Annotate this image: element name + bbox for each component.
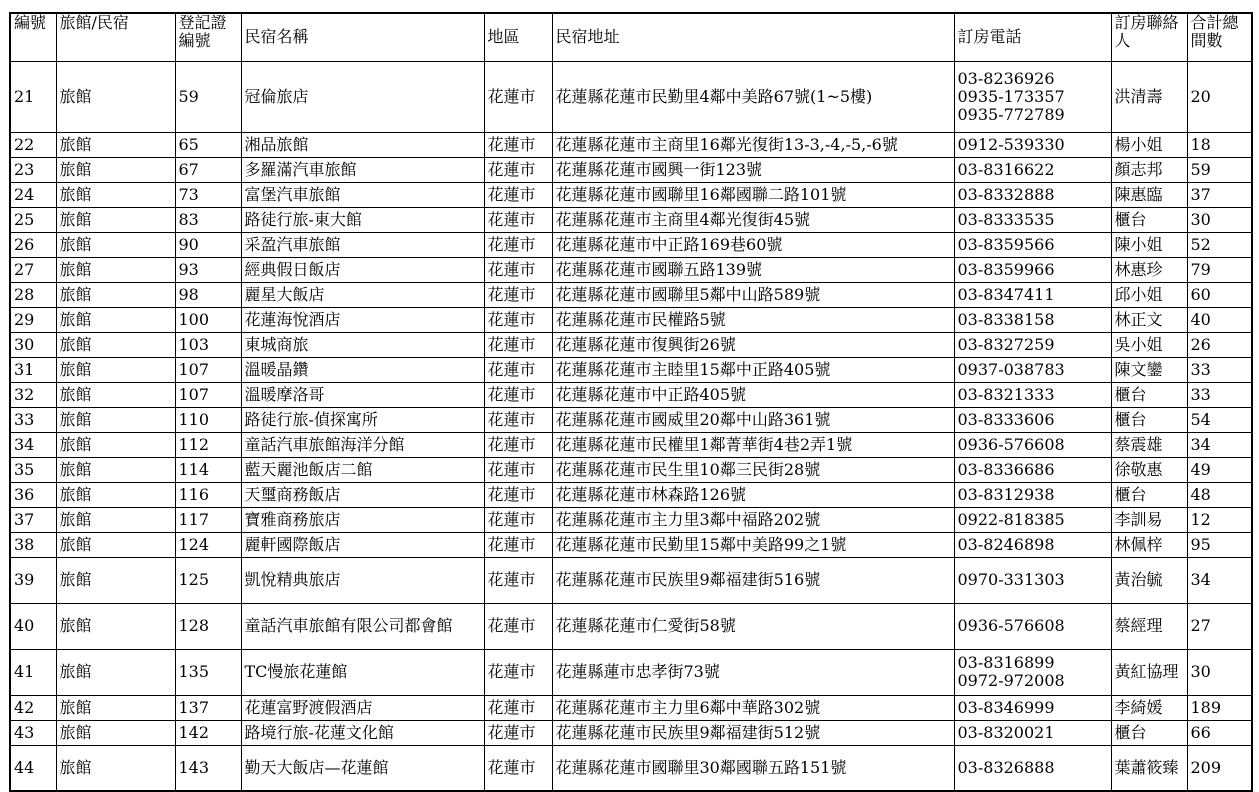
contact-cell: 林佩梓 xyxy=(1111,532,1187,557)
name-cell: 童話汽車旅館海洋分館 xyxy=(241,432,484,457)
header-address: 民宿地址 xyxy=(552,13,954,61)
district-cell: 花蓮市 xyxy=(484,257,552,282)
no-cell: 33 xyxy=(10,407,56,432)
district-cell: 花蓮市 xyxy=(484,282,552,307)
reg-no-cell: 103 xyxy=(175,332,241,357)
table-row xyxy=(10,382,1252,407)
header-phone: 訂房電話 xyxy=(954,13,1111,61)
name-cell: 藍天麗池飯店二館 xyxy=(241,457,484,482)
rooms-cell: 33 xyxy=(1187,357,1252,382)
type-cell: 旅館 xyxy=(56,695,175,720)
no-cell: 23 xyxy=(10,157,56,182)
name-cell: 路徒行旅-東大館 xyxy=(241,207,484,232)
phone-number: 0935-772789 xyxy=(957,104,1065,124)
no-cell: 25 xyxy=(10,207,56,232)
district-cell: 花蓮市 xyxy=(484,432,552,457)
rooms-cell: 18 xyxy=(1187,132,1252,157)
no-cell: 28 xyxy=(10,282,56,307)
rooms-cell: 27 xyxy=(1187,603,1252,649)
type-cell: 旅館 xyxy=(56,207,175,232)
header-row xyxy=(10,13,1252,61)
no-cell: 41 xyxy=(10,649,56,695)
district-cell: 花蓮市 xyxy=(484,407,552,432)
reg-no-cell: 143 xyxy=(175,745,241,791)
reg-no-cell: 98 xyxy=(175,282,241,307)
name-cell: 花蓮富野渡假酒店 xyxy=(241,695,484,720)
phone-number: 0970-331303 xyxy=(957,570,1065,589)
phone-cell xyxy=(954,720,1111,745)
contact-cell: 櫃台 xyxy=(1111,720,1187,745)
district-cell: 花蓮市 xyxy=(484,745,552,791)
name-cell: 花蓮海悅酒店 xyxy=(241,307,484,332)
address-cell: 花蓮縣花蓮市國興一街123號 xyxy=(552,157,954,182)
address-cell: 花蓮縣花蓮市國聯里30鄰國聯五路151號 xyxy=(552,745,954,791)
name-cell: 溫暖晶鑽 xyxy=(241,357,484,382)
type-cell: 旅館 xyxy=(56,132,175,157)
phone-cell xyxy=(954,207,1111,232)
district-cell: 花蓮市 xyxy=(484,182,552,207)
rooms-cell: 49 xyxy=(1187,457,1252,482)
table-row xyxy=(10,457,1252,482)
phone-number: 03-8336686 xyxy=(957,459,1055,479)
phone-cell xyxy=(954,307,1111,332)
no-cell: 40 xyxy=(10,603,56,649)
name-cell: 多羅滿汽車旅館 xyxy=(241,157,484,182)
phone-number: 0935-173357 xyxy=(957,86,1065,106)
name-cell: 路徒行旅-偵探寓所 xyxy=(241,407,484,432)
phone-cell xyxy=(954,482,1111,507)
type-cell: 旅館 xyxy=(56,182,175,207)
header-contact: 訂房聯絡人 xyxy=(1111,13,1187,61)
header-name: 民宿名稱 xyxy=(241,13,484,61)
name-cell: 東城商旅 xyxy=(241,332,484,357)
phone-number: 03-8321333 xyxy=(957,384,1055,404)
reg-no-cell: 128 xyxy=(175,603,241,649)
type-cell: 旅館 xyxy=(56,282,175,307)
address-cell: 花蓮縣花蓮市主力里6鄰中華路302號 xyxy=(552,695,954,720)
phone-number: 03-8320021 xyxy=(957,722,1055,742)
phone-number: 03-8346999 xyxy=(957,697,1055,717)
type-cell: 旅館 xyxy=(56,232,175,257)
table-row xyxy=(10,603,1252,649)
rooms-cell: 95 xyxy=(1187,532,1252,557)
reg-no-cell: 135 xyxy=(175,649,241,695)
district-cell: 花蓮市 xyxy=(484,61,552,132)
phone-cell xyxy=(954,282,1111,307)
header-district: 地區 xyxy=(484,13,552,61)
phone-number: 03-8312938 xyxy=(957,484,1055,504)
address-cell: 花蓮縣花蓮市民生里10鄰三民街28號 xyxy=(552,457,954,482)
table-row xyxy=(10,357,1252,382)
header-no: 編號 xyxy=(10,13,56,61)
table-row xyxy=(10,695,1252,720)
type-cell: 旅館 xyxy=(56,720,175,745)
reg-no-cell: 100 xyxy=(175,307,241,332)
district-cell: 花蓮市 xyxy=(484,532,552,557)
contact-cell: 李訓易 xyxy=(1111,507,1187,532)
phone-number: 03-8333535 xyxy=(957,209,1055,229)
phone-cell xyxy=(954,507,1111,532)
no-cell: 24 xyxy=(10,182,56,207)
reg-no-cell: 90 xyxy=(175,232,241,257)
phone-number: 03-8316622 xyxy=(957,159,1055,179)
table-row xyxy=(10,532,1252,557)
rooms-cell: 30 xyxy=(1187,207,1252,232)
reg-no-cell: 117 xyxy=(175,507,241,532)
contact-cell: 黃紅協理 xyxy=(1111,649,1187,695)
rooms-cell: 12 xyxy=(1187,507,1252,532)
district-cell: 花蓮市 xyxy=(484,649,552,695)
phone-cell xyxy=(954,257,1111,282)
phone-number: 03-8338158 xyxy=(957,309,1055,329)
phone-cell xyxy=(954,432,1111,457)
table-row xyxy=(10,332,1252,357)
no-cell: 39 xyxy=(10,557,56,603)
reg-no-cell: 124 xyxy=(175,532,241,557)
address-cell: 花蓮縣花蓮市中正路169巷60號 xyxy=(552,232,954,257)
reg-no-cell: 112 xyxy=(175,432,241,457)
no-cell: 22 xyxy=(10,132,56,157)
table-row xyxy=(10,482,1252,507)
name-cell: 寶雅商務旅店 xyxy=(241,507,484,532)
type-cell: 旅館 xyxy=(56,432,175,457)
contact-cell: 葉蕭筱臻 xyxy=(1111,745,1187,791)
phone-cell xyxy=(954,532,1111,557)
contact-cell: 櫃台 xyxy=(1111,407,1187,432)
rooms-cell: 33 xyxy=(1187,382,1252,407)
reg-no-cell: 142 xyxy=(175,720,241,745)
phone-cell xyxy=(954,232,1111,257)
type-cell: 旅館 xyxy=(56,507,175,532)
phone-number: 03-8347411 xyxy=(957,284,1055,304)
type-cell: 旅館 xyxy=(56,307,175,332)
rooms-cell: 34 xyxy=(1187,557,1252,603)
address-cell: 花蓮縣花蓮市主商里4鄰光復街45號 xyxy=(552,207,954,232)
contact-cell: 邱小姐 xyxy=(1111,282,1187,307)
reg-no-cell: 116 xyxy=(175,482,241,507)
contact-cell: 蔡經理 xyxy=(1111,603,1187,649)
phone-number: 03-8359566 xyxy=(957,234,1055,254)
phone-cell xyxy=(954,157,1111,182)
reg-no-cell: 67 xyxy=(175,157,241,182)
phone-cell xyxy=(954,182,1111,207)
type-cell: 旅館 xyxy=(56,532,175,557)
rooms-cell: 79 xyxy=(1187,257,1252,282)
name-cell: 童話汽車旅館有限公司都會館 xyxy=(241,603,484,649)
district-cell: 花蓮市 xyxy=(484,457,552,482)
address-cell: 花蓮縣花蓮市民權里1鄰菁華街4巷2弄1號 xyxy=(552,432,954,457)
type-cell: 旅館 xyxy=(56,557,175,603)
contact-cell: 黃治毓 xyxy=(1111,557,1187,603)
reg-no-cell: 93 xyxy=(175,257,241,282)
name-cell: 采盈汽車旅館 xyxy=(241,232,484,257)
table-body xyxy=(10,61,1252,791)
type-cell: 旅館 xyxy=(56,357,175,382)
phone-cell xyxy=(954,407,1111,432)
table-row xyxy=(10,232,1252,257)
type-cell: 旅館 xyxy=(56,457,175,482)
contact-cell: 李綺媛 xyxy=(1111,695,1187,720)
address-cell: 花蓮縣花蓮市國聯里16鄰國聯二路101號 xyxy=(552,182,954,207)
type-cell: 旅館 xyxy=(56,382,175,407)
phone-cell xyxy=(954,61,1111,132)
no-cell: 27 xyxy=(10,257,56,282)
rooms-cell: 60 xyxy=(1187,282,1252,307)
table-row xyxy=(10,407,1252,432)
contact-cell: 吳小姐 xyxy=(1111,332,1187,357)
no-cell: 32 xyxy=(10,382,56,407)
reg-no-cell: 137 xyxy=(175,695,241,720)
table-row xyxy=(10,557,1252,603)
phone-number: 0972-972008 xyxy=(957,671,1065,690)
no-cell: 36 xyxy=(10,482,56,507)
phone-number: 0936-576608 xyxy=(957,434,1065,454)
address-cell: 花蓮縣花蓮市民族里9鄰福建街516號 xyxy=(552,557,954,603)
name-cell: 湘品旅館 xyxy=(241,132,484,157)
reg-no-cell: 107 xyxy=(175,382,241,407)
type-cell: 旅館 xyxy=(56,603,175,649)
header-rooms: 合計總間數 xyxy=(1187,13,1252,61)
table-row xyxy=(10,649,1252,695)
rooms-cell: 59 xyxy=(1187,157,1252,182)
table-row xyxy=(10,507,1252,532)
no-cell: 43 xyxy=(10,720,56,745)
phone-number: 03-8332888 xyxy=(957,184,1055,204)
no-cell: 35 xyxy=(10,457,56,482)
no-cell: 21 xyxy=(10,61,56,132)
no-cell: 42 xyxy=(10,695,56,720)
address-cell: 花蓮縣花蓮市國聯里5鄰中山路589號 xyxy=(552,282,954,307)
name-cell: 富堡汽車旅館 xyxy=(241,182,484,207)
district-cell: 花蓮市 xyxy=(484,132,552,157)
phone-cell xyxy=(954,557,1111,603)
district-cell: 花蓮市 xyxy=(484,207,552,232)
name-cell: 凱悅精典旅店 xyxy=(241,557,484,603)
no-cell: 26 xyxy=(10,232,56,257)
rooms-cell: 26 xyxy=(1187,332,1252,357)
reg-no-cell: 107 xyxy=(175,357,241,382)
name-cell: 勤天大飯店—花蓮館 xyxy=(241,745,484,791)
district-cell: 花蓮市 xyxy=(484,357,552,382)
contact-cell: 櫃台 xyxy=(1111,207,1187,232)
phone-cell xyxy=(954,132,1111,157)
district-cell: 花蓮市 xyxy=(484,382,552,407)
table-row xyxy=(10,207,1252,232)
table-row xyxy=(10,282,1252,307)
contact-cell: 徐敬惠 xyxy=(1111,457,1187,482)
type-cell: 旅館 xyxy=(56,745,175,791)
phone-cell xyxy=(954,695,1111,720)
contact-cell: 陳文鑾 xyxy=(1111,357,1187,382)
table-row xyxy=(10,720,1252,745)
rooms-cell: 54 xyxy=(1187,407,1252,432)
address-cell: 花蓮縣花蓮市林森路126號 xyxy=(552,482,954,507)
address-cell: 花蓮縣花蓮市民族里9鄰福建街512號 xyxy=(552,720,954,745)
reg-no-cell: 65 xyxy=(175,132,241,157)
phone-number: 03-8359966 xyxy=(957,259,1055,279)
rooms-cell: 189 xyxy=(1187,695,1252,720)
address-cell: 花蓮縣蓮市忠孝街73號 xyxy=(552,649,954,695)
rooms-cell: 37 xyxy=(1187,182,1252,207)
header-reg-no: 登記證編號 xyxy=(175,13,241,61)
contact-cell: 林正文 xyxy=(1111,307,1187,332)
table-row xyxy=(10,132,1252,157)
no-cell: 34 xyxy=(10,432,56,457)
address-cell: 花蓮縣花蓮市主睦里15鄰中正路405號 xyxy=(552,357,954,382)
address-cell: 花蓮縣花蓮市民勤里4鄰中美路67號(1~5樓) xyxy=(552,61,954,132)
type-cell: 旅館 xyxy=(56,61,175,132)
address-cell: 花蓮縣花蓮市主力里3鄰中福路202號 xyxy=(552,507,954,532)
address-cell: 花蓮縣花蓮市民權路5號 xyxy=(552,307,954,332)
district-cell: 花蓮市 xyxy=(484,557,552,603)
phone-number: 0922-818385 xyxy=(957,509,1065,529)
table-row xyxy=(10,307,1252,332)
phone-number: 03-8326888 xyxy=(957,757,1055,777)
table-row xyxy=(10,432,1252,457)
district-cell: 花蓮市 xyxy=(484,307,552,332)
reg-no-cell: 114 xyxy=(175,457,241,482)
district-cell: 花蓮市 xyxy=(484,482,552,507)
district-cell: 花蓮市 xyxy=(484,332,552,357)
phone-cell xyxy=(954,357,1111,382)
phone-number: 03-8236926 xyxy=(957,68,1055,88)
type-cell: 旅館 xyxy=(56,649,175,695)
phone-number: 03-8333606 xyxy=(957,409,1055,429)
phone-number: 0912-539330 xyxy=(957,134,1065,154)
address-cell: 花蓮縣花蓮市國聯五路139號 xyxy=(552,257,954,282)
contact-cell: 蔡震雄 xyxy=(1111,432,1187,457)
contact-cell: 顏志邦 xyxy=(1111,157,1187,182)
table-row xyxy=(10,157,1252,182)
rooms-cell: 209 xyxy=(1187,745,1252,791)
phone-cell xyxy=(954,382,1111,407)
name-cell: 溫暖摩洛哥 xyxy=(241,382,484,407)
rooms-cell: 48 xyxy=(1187,482,1252,507)
address-cell: 花蓮縣花蓮市復興街26號 xyxy=(552,332,954,357)
no-cell: 31 xyxy=(10,357,56,382)
phone-number: 03-8316899 xyxy=(957,653,1055,672)
phone-cell xyxy=(954,332,1111,357)
table-row xyxy=(10,257,1252,282)
table-row xyxy=(10,745,1252,791)
name-cell: 麗軒國際飯店 xyxy=(241,532,484,557)
type-cell: 旅館 xyxy=(56,332,175,357)
contact-cell: 洪清壽 xyxy=(1111,61,1187,132)
no-cell: 29 xyxy=(10,307,56,332)
name-cell: 經典假日飯店 xyxy=(241,257,484,282)
rooms-cell: 40 xyxy=(1187,307,1252,332)
reg-no-cell: 73 xyxy=(175,182,241,207)
contact-cell: 陳小姐 xyxy=(1111,232,1187,257)
type-cell: 旅館 xyxy=(56,482,175,507)
phone-cell xyxy=(954,649,1111,695)
type-cell: 旅館 xyxy=(56,257,175,282)
phone-cell xyxy=(954,603,1111,649)
contact-cell: 櫃台 xyxy=(1111,482,1187,507)
address-cell: 花蓮縣花蓮市國威里20鄰中山路361號 xyxy=(552,407,954,432)
rooms-cell: 30 xyxy=(1187,649,1252,695)
name-cell: 麗星大飯店 xyxy=(241,282,484,307)
contact-cell: 陳惠臨 xyxy=(1111,182,1187,207)
name-cell: 冠倫旅店 xyxy=(241,61,484,132)
district-cell: 花蓮市 xyxy=(484,507,552,532)
no-cell: 38 xyxy=(10,532,56,557)
reg-no-cell: 110 xyxy=(175,407,241,432)
table-row xyxy=(10,61,1252,132)
phone-number: 03-8246898 xyxy=(957,534,1055,554)
address-cell: 花蓮縣花蓮市民勤里15鄰中美路99之1號 xyxy=(552,532,954,557)
address-cell: 花蓮縣花蓮市中正路405號 xyxy=(552,382,954,407)
no-cell: 37 xyxy=(10,507,56,532)
name-cell: TC慢旅花蓮館 xyxy=(241,649,484,695)
phone-cell xyxy=(954,457,1111,482)
district-cell: 花蓮市 xyxy=(484,720,552,745)
no-cell: 30 xyxy=(10,332,56,357)
address-cell: 花蓮縣花蓮市主商里16鄰光復街13-3,-4,-5,-6號 xyxy=(552,132,954,157)
reg-no-cell: 59 xyxy=(175,61,241,132)
type-cell: 旅館 xyxy=(56,407,175,432)
rooms-cell: 20 xyxy=(1187,61,1252,132)
no-cell: 44 xyxy=(10,745,56,791)
type-cell: 旅館 xyxy=(56,157,175,182)
rooms-cell: 34 xyxy=(1187,432,1252,457)
reg-no-cell: 83 xyxy=(175,207,241,232)
phone-number: 03-8327259 xyxy=(957,334,1055,354)
contact-cell: 林惠珍 xyxy=(1111,257,1187,282)
district-cell: 花蓮市 xyxy=(484,603,552,649)
reg-no-cell: 125 xyxy=(175,557,241,603)
lodging-table xyxy=(9,12,1253,792)
phone-cell xyxy=(954,745,1111,791)
name-cell: 路境行旅-花蓮文化館 xyxy=(241,720,484,745)
name-cell: 天璽商務飯店 xyxy=(241,482,484,507)
phone-number: 0937-038783 xyxy=(957,359,1065,379)
header-type: 旅館/民宿 xyxy=(56,13,175,61)
district-cell: 花蓮市 xyxy=(484,157,552,182)
district-cell: 花蓮市 xyxy=(484,695,552,720)
phone-number: 0936-576608 xyxy=(957,616,1065,635)
contact-cell: 櫃台 xyxy=(1111,382,1187,407)
table-row xyxy=(10,182,1252,207)
contact-cell: 楊小姐 xyxy=(1111,132,1187,157)
rooms-cell: 52 xyxy=(1187,232,1252,257)
district-cell: 花蓮市 xyxy=(484,232,552,257)
address-cell: 花蓮縣花蓮市仁愛街58號 xyxy=(552,603,954,649)
rooms-cell: 66 xyxy=(1187,720,1252,745)
